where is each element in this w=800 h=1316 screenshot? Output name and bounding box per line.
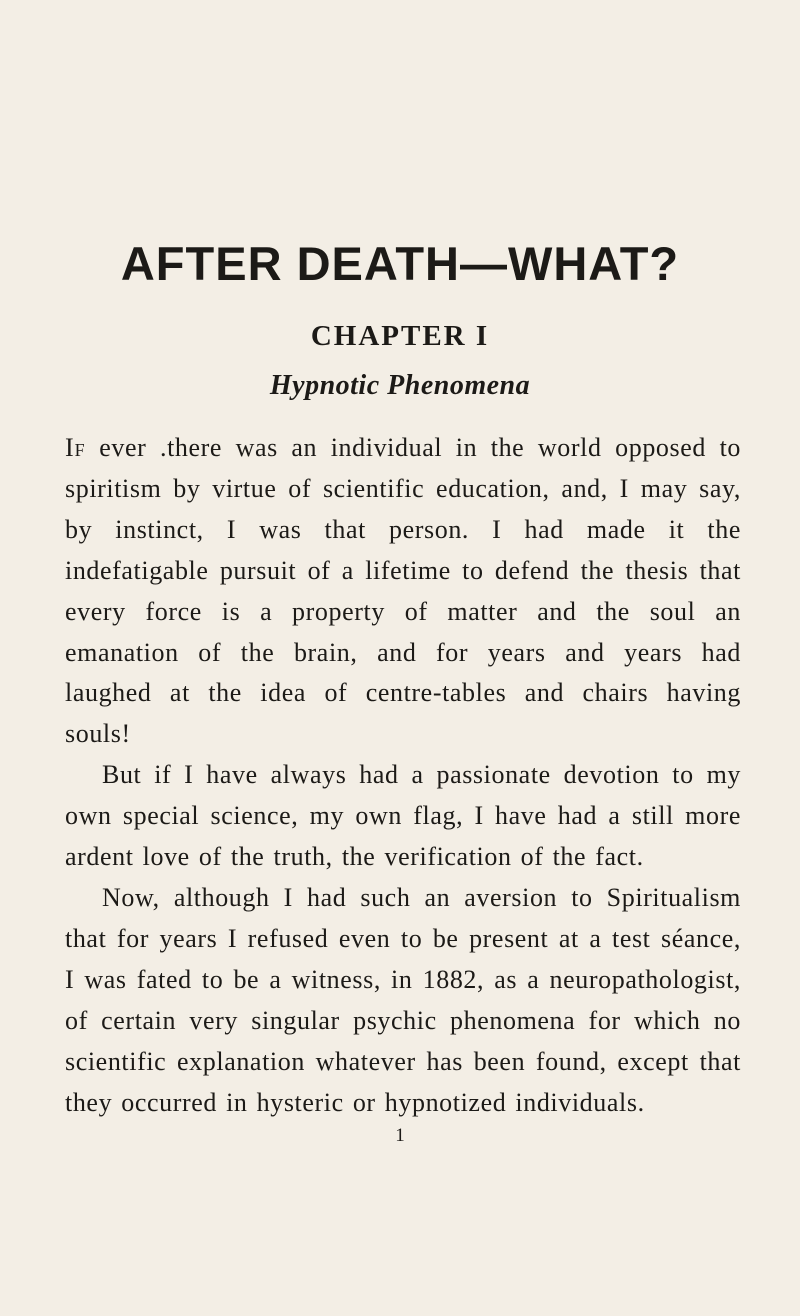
paragraph-3: Now, although I had such an aversion to Spiritualism that for years I refused even to be present at a test séance, I was fated to be a witness, in 1882, as a neuropathologist, of certain very singular psychic phenomena for which no scientific explanation whatever has been found, except that they occurred in hysteric or hypnotized individuals.	[65, 882, 741, 1117]
book-title: AFTER DEATH—WHAT?	[120, 237, 680, 290]
chapter-subtitle: Hypnotic Phenomena	[269, 370, 531, 401]
chapter-heading: CHAPTER I	[310, 320, 490, 352]
paragraph-lead-word: If	[65, 433, 86, 462]
paragraph-1	[65, 428, 741, 755]
page-number: 1	[395, 1125, 405, 1146]
body-text	[65, 428, 741, 1123]
paragraph-text: ever .there was an individual in the world opposed to spiritism by virtue of scientific education, and, I may say, by instinct, I was that person. I had made it the indefatigable pursuit of a lifetime to defend the thesis that every force is a property of matter and the soul an emanation of the brain, and for years and years had laughed at the idea of centre-tables and chairs having souls!	[65, 433, 741, 749]
paragraph-2: But if I have always had a passionate devotion to my own special science, my own flag, I have had a still more ardent love of the truth, the verification of the fact.	[65, 760, 741, 872]
